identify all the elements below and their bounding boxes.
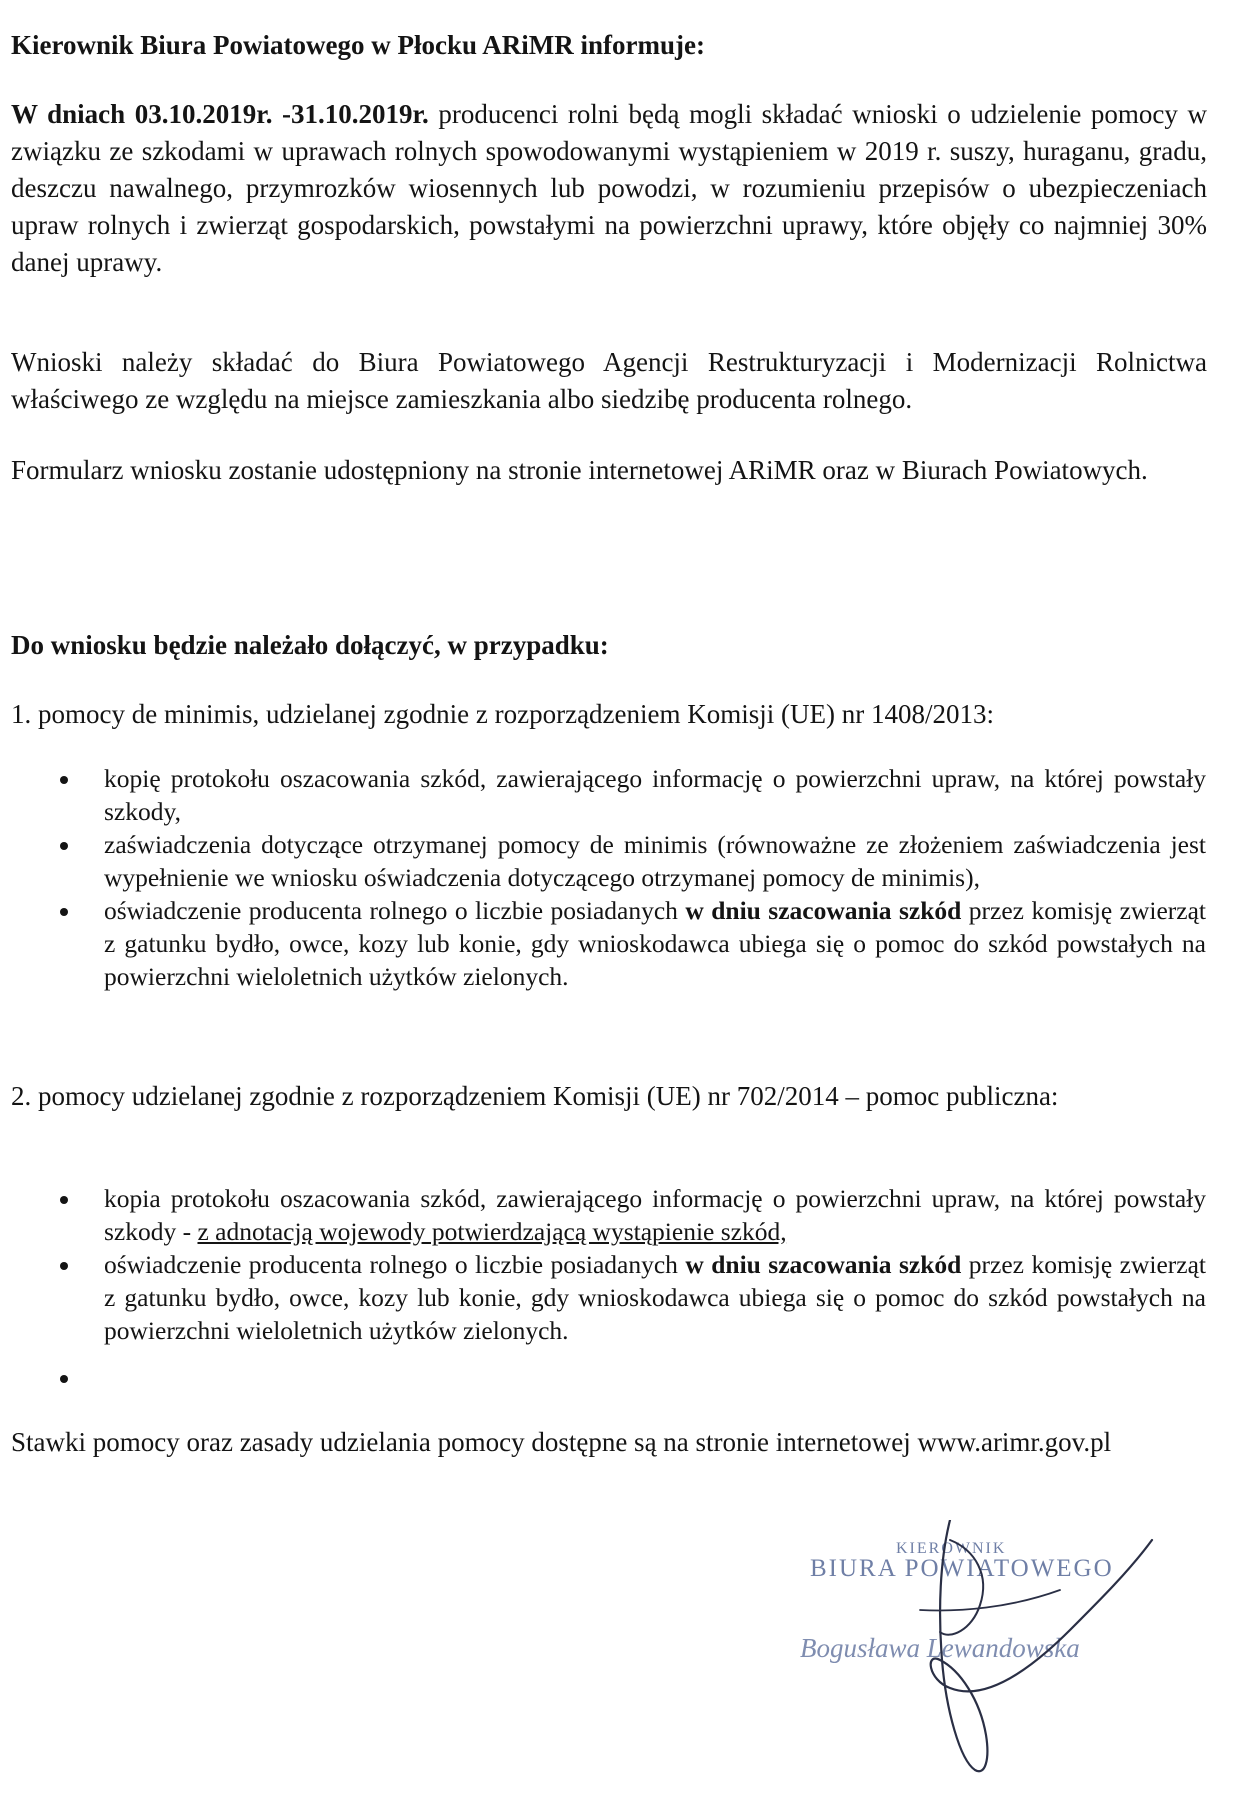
stamp-title: KIEROWNIK [896,1540,1007,1557]
list-item: oświadczenie producenta rolnego o liczbie posiadanych w dniu szacowania szkód przez komisję zwierząt z gatunku bydło, owce, kozy lub konie, gdy wnioskodawca ubiega się o pomoc do szkód powstałych na powierzchni wieloletnich użytków zielonych. [60,1248,1206,1347]
stamp-office: BIURA POWIATOWEGO [810,1555,1114,1582]
emphasis-text: w dniu szacowania szkód [685,1250,962,1279]
bullet-icon [60,842,68,850]
document-header: Kierownik Biura Powiatowego w Płocku ARiMR informuje: [11,30,705,60]
rates-info-paragraph: Stawki pomocy oraz zasady udzielania pomocy dostępne są na stronie internetowej www.arimr.gov.pl [11,1427,1112,1457]
bullet-icon [60,1375,68,1383]
intro-paragraph [11,96,1207,281]
bullet-icon [60,776,68,784]
list-item-empty [60,1347,1206,1380]
list-item: kopia protokołu oszacowania szkód, zawierającego informację o powierzchni upraw, na której powstały szkody - z adnotacją wojewody potwierdzającą wystąpienie szkód, [60,1182,1206,1248]
attachments-heading: Do wniosku będzie należało dołączyć, w przypadku: [11,630,609,660]
list-item: kopię protokołu oszacowania szkód, zawierającego informację o powierzchni upraw, na której powstały szkody, [60,762,1206,828]
bullet-icon [60,1196,68,1204]
intro-text: producenci rolni będą mogli składać wnioski o udzielenie pomocy w związku ze szkodami w uprawach rolnych spowodowanymi wystąpieniem w 2019 r. suszy, huraganu, gradu, deszczu nawalnego, przymrozków wiosennych lub powodzi, w rozumieniu przepisów o ubezpieczeniach upraw rolnych i zwierząt gospodarskich, powstałymi na powierzchni uprawy, które objęły co najmniej 30% danej uprawy. [11,99,1207,277]
signature-icon [800,1520,1220,1780]
bullet-icon [60,1262,68,1270]
section2-title: 2. pomocy udzielanej zgodnie z rozporządzeniem Komisji (UE) nr 702/2014 – pomoc publiczna: [11,1081,1059,1111]
section1-title: 1. pomocy de minimis, udzielanej zgodnie z rozporządzeniem Komisji (UE) nr 1408/2013: [11,699,994,729]
form-info-paragraph: Formularz wniosku zostanie udostępniony na stronie internetowej ARiMR oraz w Biurach Powiatowych. [11,455,1148,485]
stamp-name: Bogusława Lewandowska [800,1633,1080,1663]
section1-list [60,762,1206,993]
underlined-note: z adnotacją wojewody potwierdzającą wystąpienie szkód, [197,1217,787,1246]
application-dates: W dniach 03.10.2019r. -31.10.2019r. [11,99,429,129]
section2-list [60,1182,1206,1380]
list-item: zaświadczenia dotyczące otrzymanej pomocy de minimis (równoważne ze złożeniem zaświadczenia jest wypełnienie we wniosku oświadczenia dotyczącego otrzymanej pomocy de minimis), [60,828,1206,894]
where-to-apply-paragraph: Wnioski należy składać do Biura Powiatowego Agencji Restrukturyzacji i Modernizacji Rolnictwa właściwego ze względu na miejsce zamieszkania albo siedzibę producenta rolnego. [11,347,1207,414]
official-stamp [800,1520,1220,1780]
bullet-icon [60,908,68,916]
list-item: oświadczenie producenta rolnego o liczbie posiadanych w dniu szacowania szkód przez komisję zwierząt z gatunku bydło, owce, kozy lub konie, gdy wnioskodawca ubiega się o pomoc do szkód powstałych na powierzchni wieloletnich użytków zielonych. [60,894,1206,993]
emphasis-text: w dniu szacowania szkód [685,896,962,925]
